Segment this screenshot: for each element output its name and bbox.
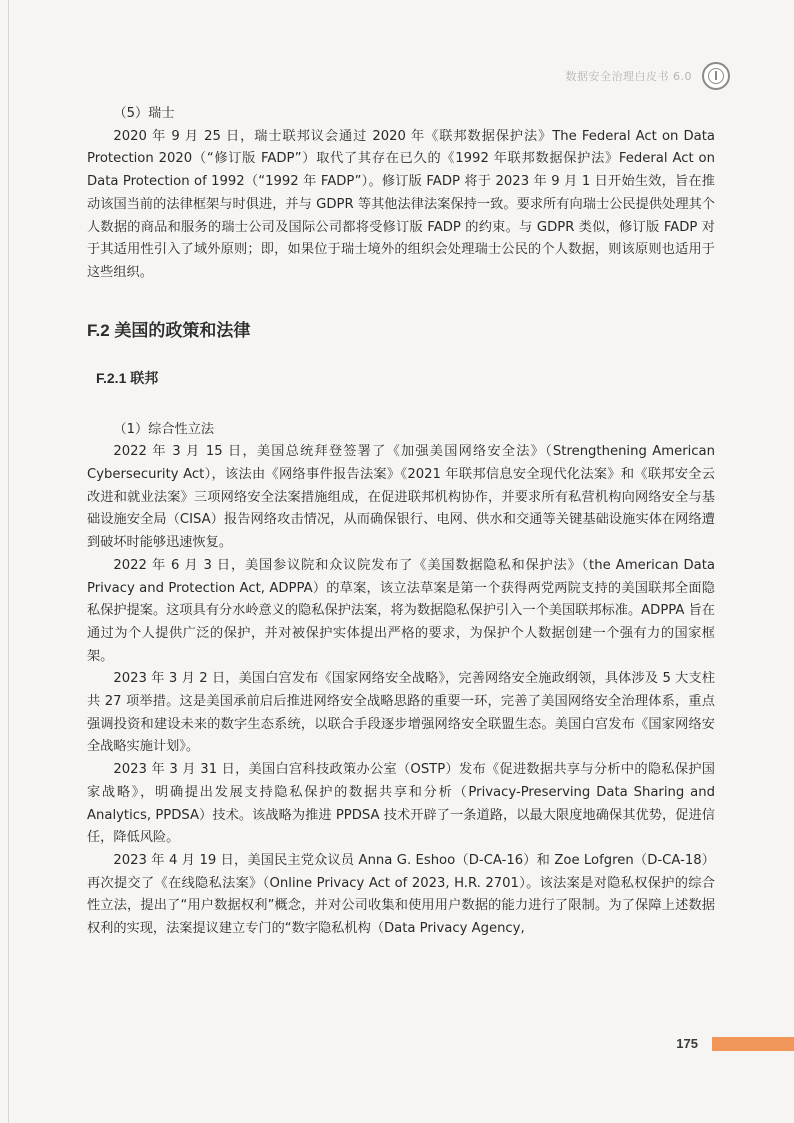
body-paragraph: 2023 年 3 月 31 日，美国白宫科技政策办公室（OSTP）发布《促进数据共享与分析中的隐私保护国家战略》，明确提出发展支持隐私保护的数据共享和分析（Privacy-Preserving Data Sharing and Analytics, PPDSA）技术。该战略为推进 PPDSA 技术开辟了一条道路，以最大限度地确保其优势，促进信任，降低风险。: [87, 762, 715, 846]
subsection-title: F.2.1 联邦: [96, 369, 159, 386]
body-paragraph: 2022 年 6 月 3 日，美国参议院和众议院发布了《美国数据隐私和保护法》（the American Data Privacy and Protection Act, ADPPA）的草案，该立法草案是第一个获得两党两院支持的美国联邦全面隐私保护提案。这项具有分水岭意义的隐私保护法案，将为数据隐私保护引入一个美国联邦标准。ADPPA 旨在通过为个人提供广泛的保护，并对被保护实体提出严格的要求，为保护个人数据创建一个强有力的国家框架。: [87, 557, 715, 664]
page-spine-line: [8, 0, 9, 1123]
logo-icon: [702, 62, 730, 90]
item-heading: （1）综合性立法: [113, 421, 215, 437]
header-title: 数据安全治理白皮书 6.0: [565, 70, 692, 83]
switzerland-heading: （5）瑞士: [113, 106, 175, 121]
body-paragraph: 2022 年 3 月 15 日，美国总统拜登签署了《加强美国网络安全法》（Strengthening American Cybersecurity Act），该法由《网络事件报告法案》《2021 年联邦信息安全现代化法案》和《联邦安全云改进和就业法案》三项网络安全法案措施组成，在促进联邦机构协作，并要求所有私营机构向网络安全与基础设施安全局（CISA）报告网络攻击情况，从而确保银行、电网、供水和交通等关键基础设施实体在网络遭到破坏时能够迅速恢复。: [87, 444, 715, 551]
page-body: [87, 103, 715, 941]
page-number: 175: [676, 1036, 698, 1051]
switzerland-paragraph: 2020 年 9 月 25 日，瑞士联邦议会通过 2020 年《联邦数据保护法》The Federal Act on Data Protection 2020（“修订版 FADP”）取代了其存在已久的《1992 年联邦数据保护法》Federal Act on Data Protection of 1992（“1992 年 FADP”）。修订版 FADP 将于 2023 年 9 月 1 日开始生效，旨在推动该国当前的法律框架与时俱进，并与 GDPR 等其他法律法案保持一致。要求所有向瑞士公民提供处理其个人数据的商品和服务的瑞士公司及国际公司都将受修订版 FADP 的约束。与 GDPR 类似，修订版 FADP 对于其适用性引入了域外原则；即，如果位于瑞士境外的组织会处理瑞士公民的个人数据，则该原则也适用于这些组织。: [87, 128, 715, 280]
body-paragraph: 2023 年 3 月 2 日，美国白宫发布《国家网络安全战略》，完善网络安全施政纲领，具体涉及 5 大支柱共 27 项举措。这是美国承前启后推进网络安全战略思路的重要一环，完善了美国网络安全治理体系，重点强调投资和建设未来的数字生态系统，以联合手段逐步增强网络安全联盟生态。美国白宫发布《国家网络安全战略实施计划》。: [87, 671, 715, 755]
body-paragraph: 2023 年 4 月 19 日，美国民主党众议员 Anna G. Eshoo（D-CA-16）和 Zoe Lofgren（D-CA-18）再次提交了《在线隐私法案》（Online Privacy Act of 2023, H.R. 2701）。该法案是对隐私权保护的综合性立法，提出了“用户数据权利”概念，并对公司收集和使用用户数据的能力进行了限制。为了保障上述数据权利的实现，法案提议建立专门的“数字隐私机构（Data Privacy Agency,: [87, 852, 715, 937]
footer-accent-bar: [712, 1037, 794, 1051]
page-footer: [676, 1036, 794, 1051]
section-title: F.2 美国的政策和法律: [87, 320, 251, 340]
running-header: [566, 62, 731, 90]
